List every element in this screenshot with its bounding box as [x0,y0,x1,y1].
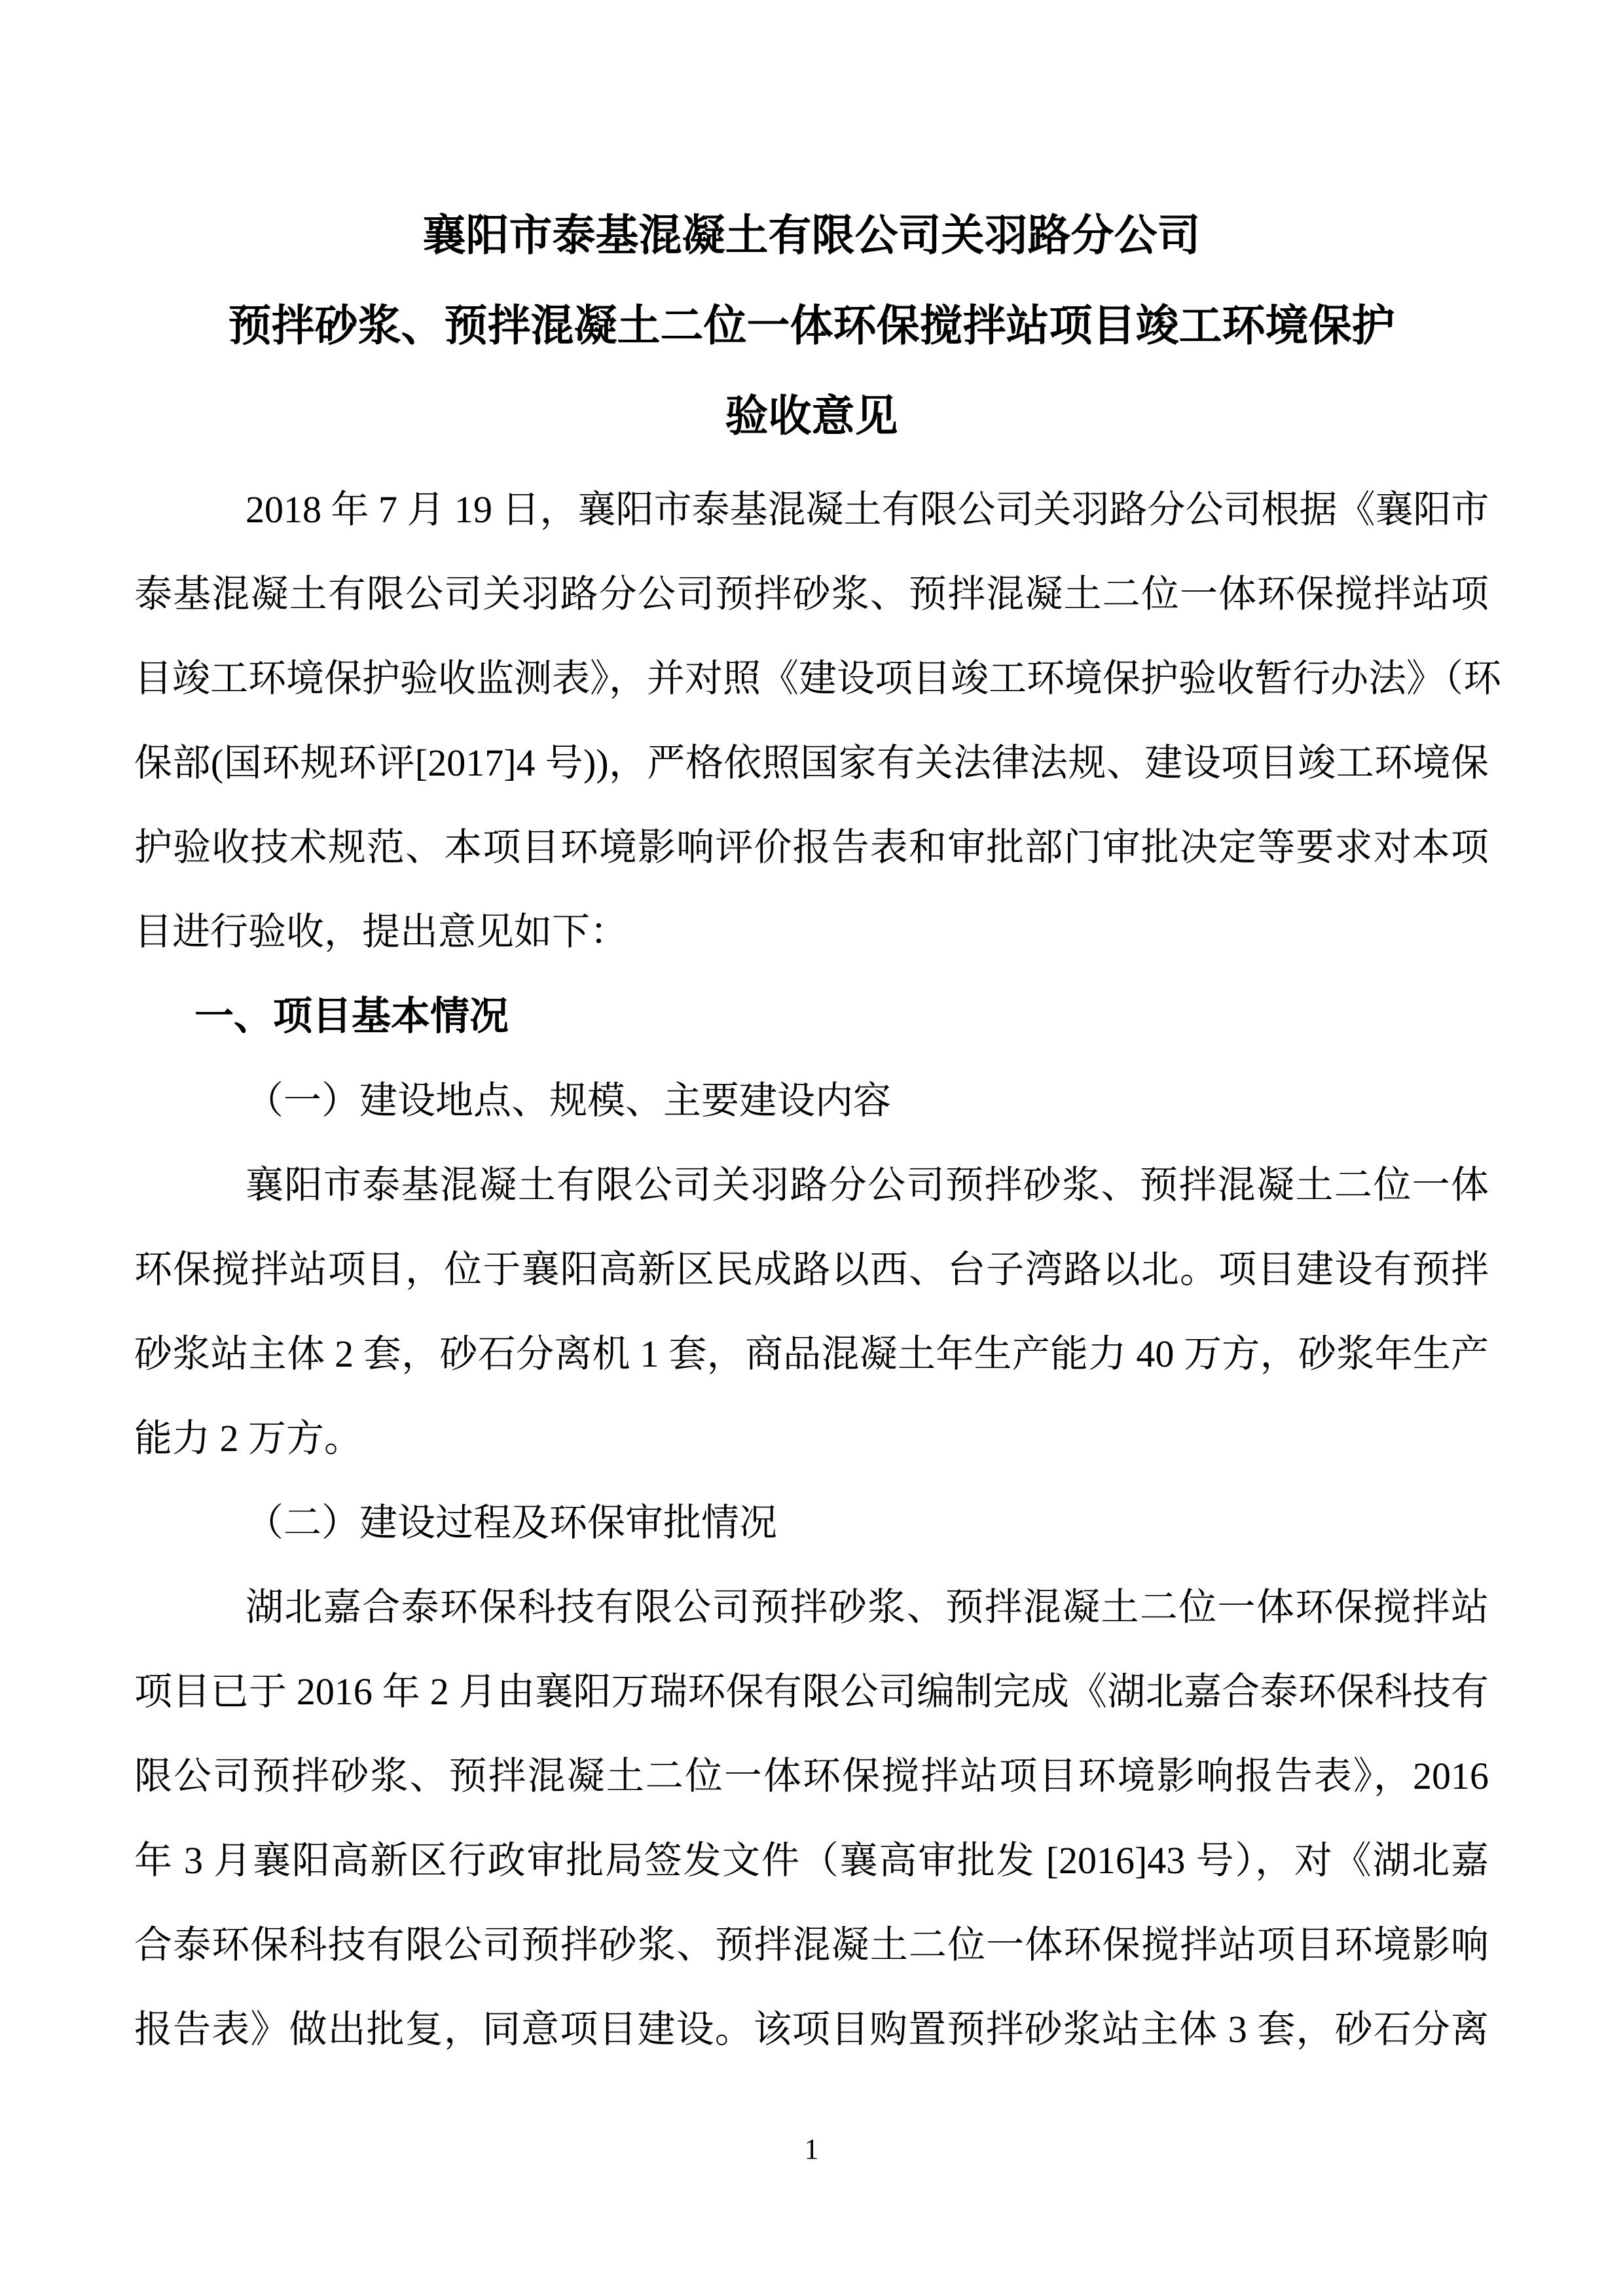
subsection2-paragraph-line: 合泰环保科技有限公司预拌砂浆、预拌混凝土二位一体环保搅拌站项目环境影响 [134,1924,1489,1966]
subsection2-paragraph-line: 年 3 月襄阳高新区行政审批局签发文件（襄高审批发 [2016]43 号），对《湖北嘉 [134,1839,1489,1882]
page-number: 1 [804,2133,819,2165]
document-title [134,190,1489,461]
intro-paragraph-line: 2018 年 7 月 19 日，襄阳市泰基混凝土有限公司关羽路分公司根据《襄阳市 [246,488,1489,531]
subsection-heading-2: （二）建设过程及环保审批情况 [246,1501,778,1544]
subsection1-paragraph-line: 襄阳市泰基混凝土有限公司关羽路分公司预拌砂浆、预拌混凝土二位一体 [246,1164,1489,1206]
subsection1-paragraph-line: 砂浆站主体 2 套，砂石分离机 1 套，商品混凝土年生产能力 40 万方，砂浆年生产 [134,1333,1489,1375]
title-line-1: 襄阳市泰基混凝土有限公司关羽路分公司 [422,211,1201,259]
section-heading-1: 一、项目基本情况 [194,994,509,1038]
subsection2-paragraph-line: 限公司预拌砂浆、预拌混凝土二位一体环保搅拌站项目环境影响报告表》，2016 [134,1755,1489,1797]
subsection1-paragraph-line: 环保搅拌站项目，位于襄阳高新区民成路以西、台子湾路以北。项目建设有预拌 [134,1248,1489,1291]
subsection-heading-1: （一）建设地点、规模、主要建设内容 [246,1079,892,1122]
title-line-2: 预拌砂浆、预拌混凝土二位一体环保搅拌站项目竣工环境保护 [228,301,1395,350]
title-line-3: 验收意见 [725,391,898,440]
intro-paragraph-line: 目进行验收，提出意见如下： [134,910,629,953]
subsection2-paragraph-line: 报告表》做出批复，同意项目建设。该项目购置预拌砂浆站主体 3 套，砂石分离 [134,2008,1489,2051]
intro-paragraph-line: 保部(国环规环评[2017]4 号))，严格依照国家有关法律法规、建设项目竣工环境保 [134,742,1489,784]
subsection2-paragraph-line: 项目已于 2016 年 2 月由襄阳万瑞环保有限公司编制完成《湖北嘉合泰环保科技有 [134,1670,1489,1713]
subsection1-paragraph-line: 能力 2 万方。 [134,1417,363,1460]
document-body [134,467,1502,2072]
intro-paragraph-line: 护验收技术规范、本项目环境影响评价报告表和审批部门审批决定等要求对本项 [134,826,1489,869]
intro-paragraph-line: 泰基混凝土有限公司关羽路分公司预拌砂浆、预拌混凝土二位一体环保搅拌站项 [134,573,1489,615]
intro-paragraph-line: 目竣工环境保护验收监测表》，并对照《建设项目竣工环境保护验收暂行办法》（环 [134,657,1502,700]
subsection2-paragraph-line: 湖北嘉合泰环保科技有限公司预拌砂浆、预拌混凝土二位一体环保搅拌站 [246,1586,1489,1628]
